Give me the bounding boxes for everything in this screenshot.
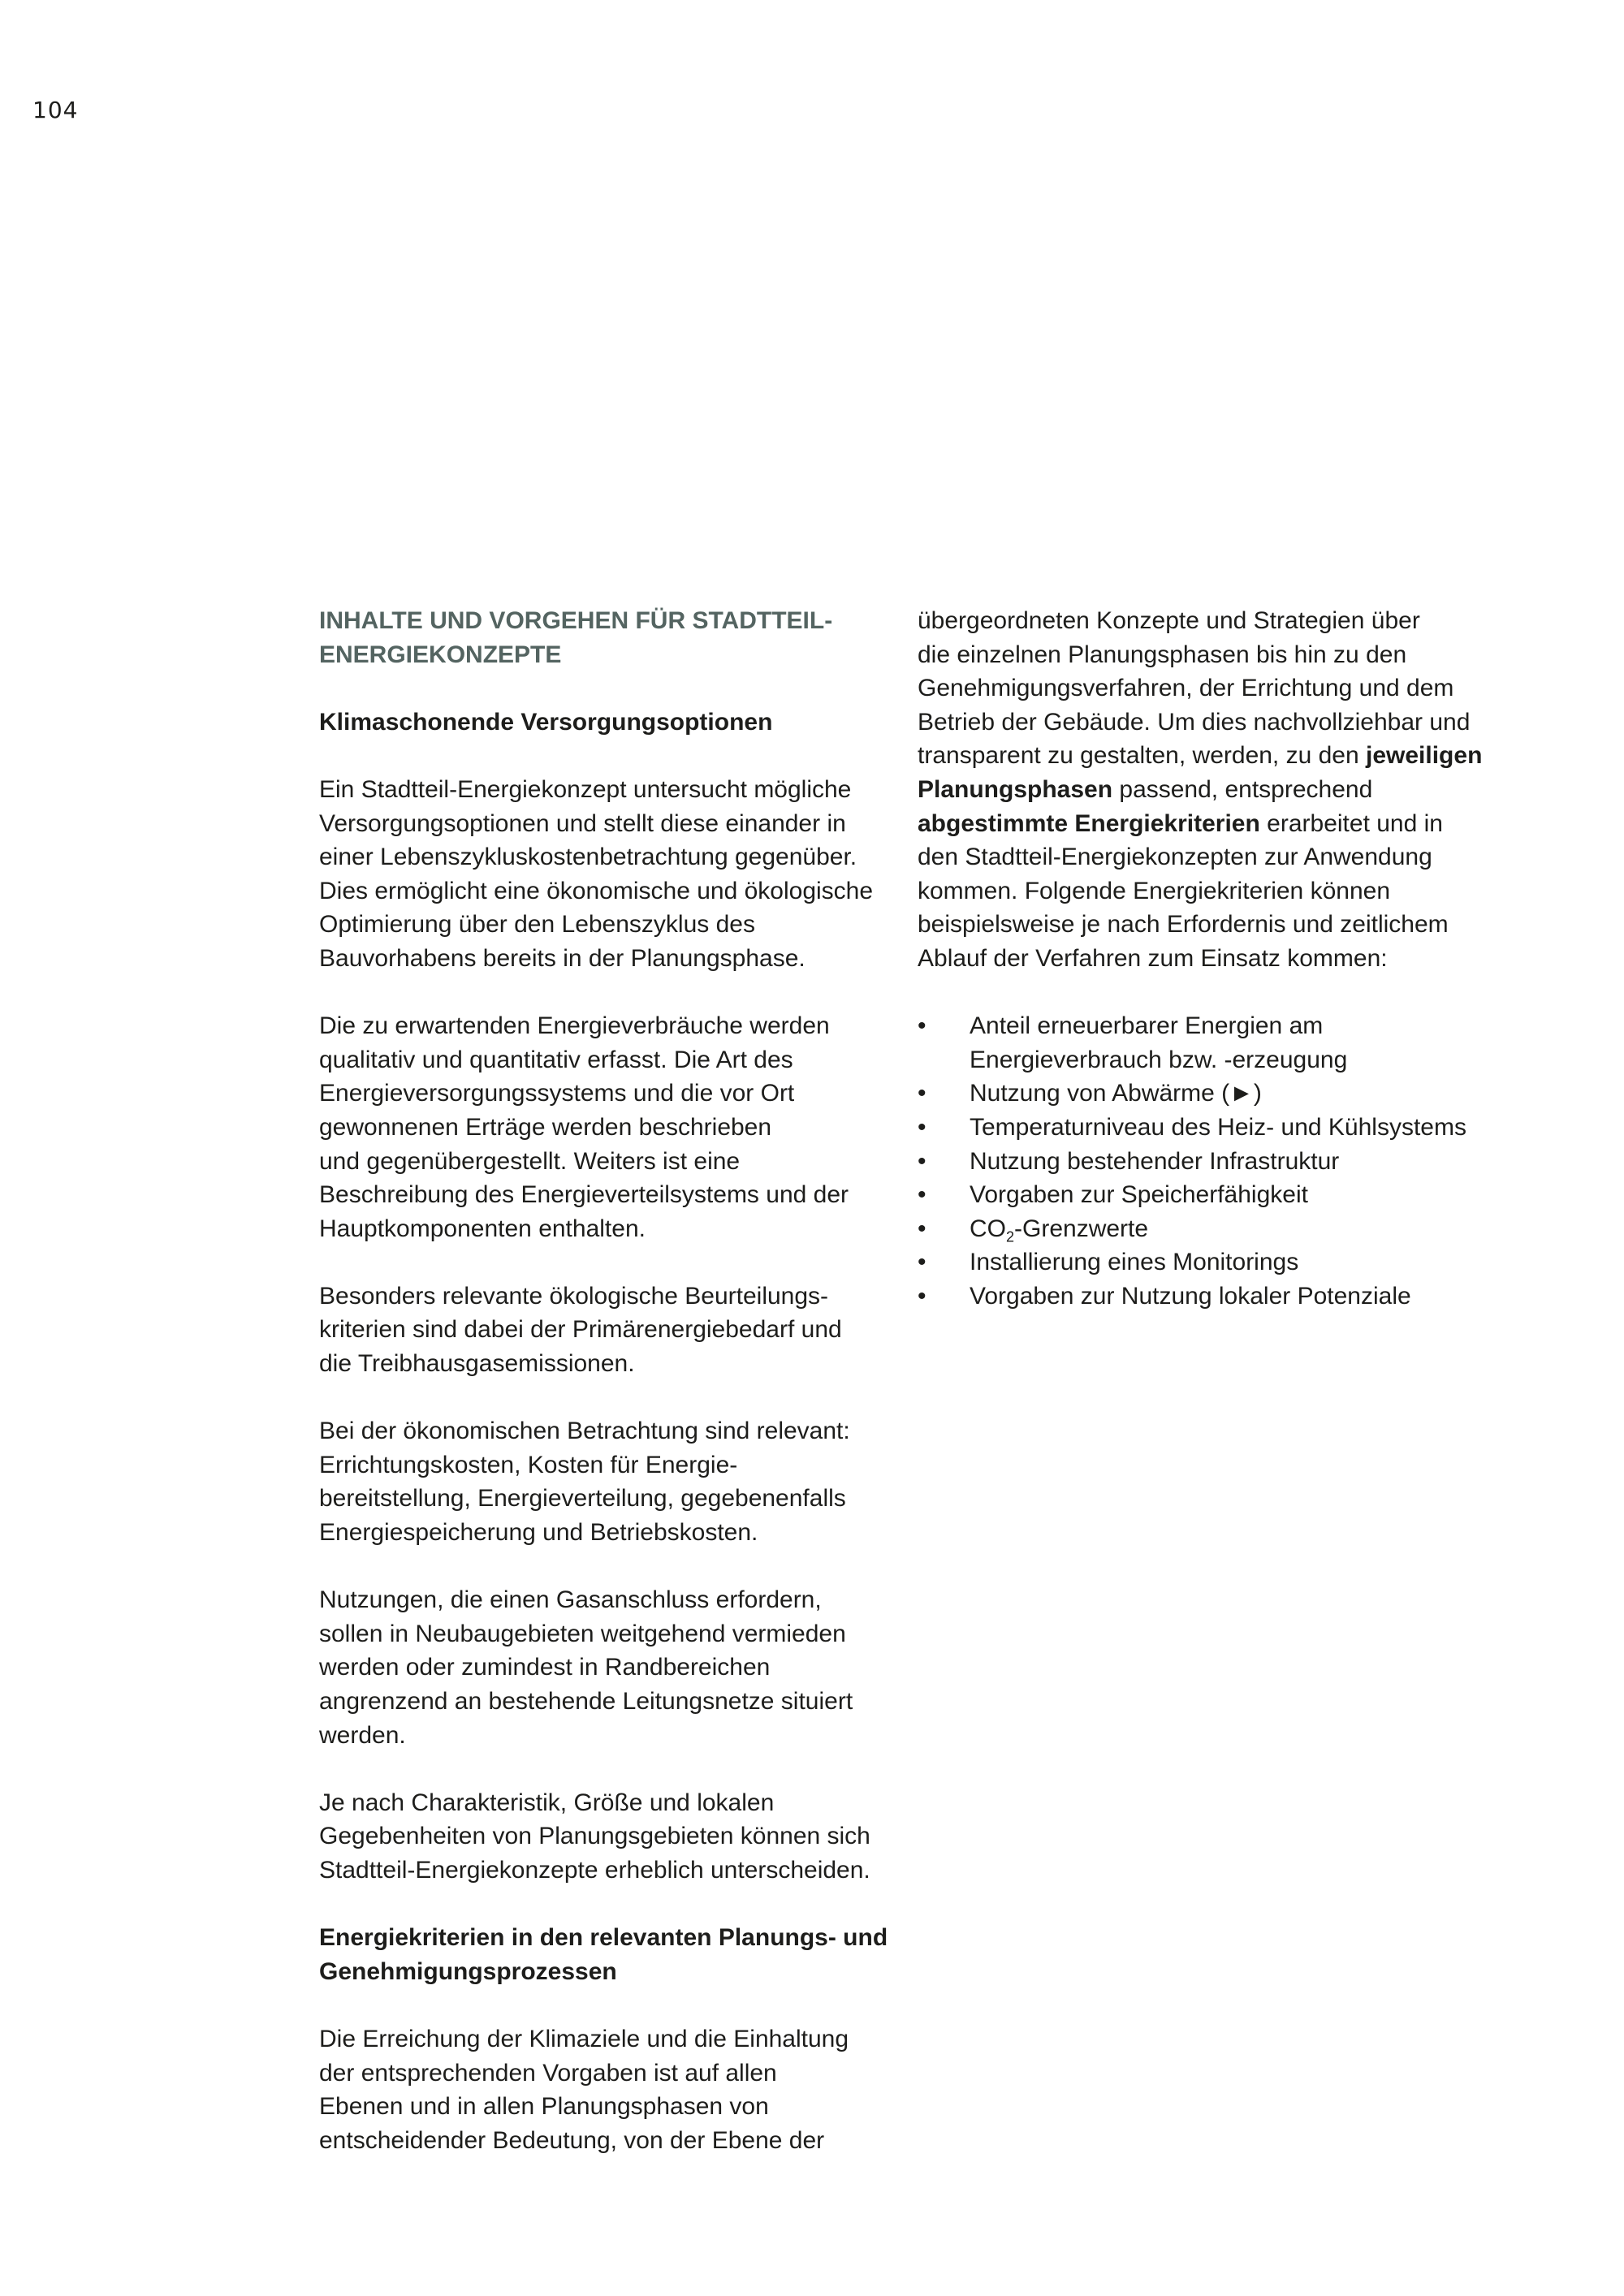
- text-line: Ebenen und in allen Planungsphasen von: [319, 2093, 769, 2121]
- list-item-text: Installierung eines Monitorings: [970, 1249, 1299, 1276]
- text-run: transparent zu gestalten, werden, zu den: [918, 742, 1367, 770]
- paragraph-klimaziele: [319, 2022, 888, 2157]
- text-line: Ein Stadtteil-Energiekonzept untersucht mögliche: [319, 775, 852, 803]
- text-line: Genehmigungsverfahren, der Errichtung und dem: [918, 675, 1454, 702]
- text-line: Stadtteil-Energiekonzepte erheblich unterscheiden.: [319, 1856, 870, 1884]
- bullet-icon: •: [918, 1147, 926, 1175]
- text-line: Energiespeicherung und Betriebskosten.: [319, 1519, 758, 1547]
- text-line: übergeordneten Konzepte und Strategien über: [918, 607, 1420, 634]
- text-run: erarbeitet und in: [1259, 809, 1443, 837]
- text-line: werden.: [319, 1721, 406, 1749]
- section-title-line: INHALTE UND VORGEHEN FÜR STADTTEIL-: [319, 607, 833, 634]
- text-line: beispielsweise je nach Erfordernis und zeitlichem: [918, 911, 1449, 939]
- list-item-text: Vorgaben zur Speicherfähigkeit: [970, 1181, 1308, 1209]
- paragraph-energiekonzept: [319, 773, 888, 976]
- text-run: CO: [970, 1215, 1006, 1242]
- list-item-text: Energieverbrauch bzw. -erzeugung: [970, 1046, 1348, 1073]
- left-column: [319, 604, 888, 2191]
- text-line: werden oder zumindest in Randbereichen: [319, 1654, 771, 1681]
- text-run: passend, entsprechend: [1112, 775, 1373, 803]
- text-line: Besonders relevante ökologische Beurteilungs-: [319, 1282, 829, 1310]
- text-line: qualitativ und quantitativ erfasst. Die Art des: [319, 1046, 793, 1073]
- subheading-versorgungsoptionen: Klimaschonende Versorgungsoptionen: [319, 708, 773, 736]
- list-item-text: Vorgaben zur Nutzung lokaler Potenziale: [970, 1282, 1411, 1310]
- list-item: [918, 1111, 1502, 1145]
- text-line: Errichtungskosten, Kosten für Energie-: [319, 1451, 738, 1478]
- text-line: Bei der ökonomischen Betrachtung sind relevant:: [319, 1418, 850, 1445]
- text-line: Energieversorgungssystems und die vor Ort: [319, 1080, 795, 1107]
- paragraph-beurteilungskriterien: [319, 1280, 888, 1381]
- emphasis-abgestimmte-energiekriterien: abgestimmte Energiekriterien: [918, 809, 1260, 837]
- text-run: -Grenzwerte: [1014, 1215, 1149, 1242]
- text-line: [918, 807, 1502, 841]
- text-line: einer Lebenszykluskostenbetrachtung gegenüber.: [319, 844, 857, 871]
- text-line: Die Erreichung der Klimaziele und die Einhaltung: [319, 2025, 849, 2052]
- text-line: [918, 773, 1502, 807]
- text-line: Gegebenheiten von Planungsgebieten können sich: [319, 1823, 870, 1850]
- bullet-icon: •: [918, 1113, 926, 1141]
- text-line: und gegenübergestellt. Weiters ist eine: [319, 1147, 741, 1175]
- text-line: kommen. Folgende Energiekriterien können: [918, 877, 1390, 904]
- bullet-icon: •: [918, 1215, 926, 1242]
- list-item: [918, 1212, 1502, 1246]
- list-item: [918, 1178, 1502, 1212]
- text-line: sollen in Neubaugebieten weitgehend vermieden: [319, 1620, 846, 1647]
- text-line: Bauvorhabens bereits in der Planungsphase.: [319, 944, 806, 972]
- text-line: die Treibhausgasemissionen.: [319, 1350, 635, 1378]
- subheading-line: Energiekriterien in den relevanten Planungs- und: [319, 1924, 888, 1952]
- right-column: [918, 604, 1502, 1313]
- subheading-energiekriterien: [319, 1921, 888, 1988]
- list-item-text: [970, 1212, 1502, 1246]
- paragraph-gasanschluss: [319, 1583, 888, 1752]
- emphasis-jeweiligen: jeweiligen: [1366, 742, 1483, 770]
- text-line: angrenzend an bestehende Leitungsnetze situiert: [319, 1688, 853, 1715]
- text-line: Nutzungen, die einen Gasanschluss erfordern,: [319, 1586, 822, 1614]
- text-line: der entsprechenden Vorgaben ist auf allen: [319, 2059, 777, 2087]
- bullet-icon: •: [918, 1080, 926, 1107]
- text-line: bereitstellung, Energieverteilung, gegebenenfalls: [319, 1485, 846, 1513]
- list-item: [918, 1145, 1502, 1179]
- text-line: [918, 739, 1502, 773]
- text-line: Hauptkomponenten enthalten.: [319, 1215, 646, 1242]
- paragraph-oekonomische-betrachtung: [319, 1414, 888, 1549]
- subheading-line: Genehmigungsprozessen: [319, 1957, 617, 1985]
- page-number: 104: [32, 97, 79, 123]
- text-line: Die zu erwartenden Energieverbräuche werden: [319, 1012, 830, 1040]
- text-line: kriterien sind dabei der Primärenergiebedarf und: [319, 1316, 842, 1344]
- list-item-text: Nutzung von Abwärme (►): [970, 1080, 1262, 1107]
- bullet-icon: •: [918, 1282, 926, 1310]
- list-item-text: Anteil erneuerbarer Energien am: [970, 1012, 1324, 1040]
- paragraph-charakteristik: [319, 1786, 888, 1888]
- energiekriterien-list: [918, 1009, 1502, 1313]
- list-item: [918, 1280, 1502, 1314]
- text-line: Betrieb der Gebäude. Um dies nachvollziehbar und: [918, 708, 1471, 736]
- section-title-line: ENERGIEKONZEPTE: [319, 641, 562, 668]
- section-title: [319, 604, 888, 671]
- paragraph-energieverbraeuche: [319, 1009, 888, 1245]
- list-item-text: Temperaturniveau des Heiz- und Kühlsystems: [970, 1113, 1466, 1141]
- list-item-text: Nutzung bestehender Infrastruktur: [970, 1147, 1340, 1175]
- text-line: den Stadtteil-Energiekonzepten zur Anwendung: [918, 844, 1432, 871]
- bullet-icon: •: [918, 1249, 926, 1276]
- bullet-icon: •: [918, 1012, 926, 1040]
- text-line: Optimierung über den Lebenszyklus des: [319, 911, 755, 939]
- text-line: Beschreibung des Energieverteilsystems und der: [319, 1181, 849, 1209]
- text-line: die einzelnen Planungsphasen bis hin zu den: [918, 641, 1407, 668]
- list-item: [918, 1077, 1502, 1111]
- list-item: [918, 1009, 1502, 1077]
- text-line: Dies ermöglicht eine ökonomische und ökologische: [319, 877, 874, 904]
- bullet-icon: •: [918, 1181, 926, 1209]
- text-line: gewonnenen Erträge werden beschrieben: [319, 1113, 772, 1141]
- text-line: Je nach Charakteristik, Größe und lokalen: [319, 1789, 775, 1816]
- text-line: entscheidender Bedeutung, von der Ebene der: [319, 2126, 825, 2154]
- subscript-2: 2: [1006, 1228, 1015, 1245]
- text-line: Versorgungsoptionen und stellt diese einander in: [319, 809, 846, 837]
- emphasis-planungsphasen: Planungsphasen: [918, 775, 1113, 803]
- paragraph-planungsphasen: [918, 604, 1502, 976]
- text-line: Ablauf der Verfahren zum Einsatz kommen:: [918, 944, 1388, 972]
- list-item: [918, 1245, 1502, 1280]
